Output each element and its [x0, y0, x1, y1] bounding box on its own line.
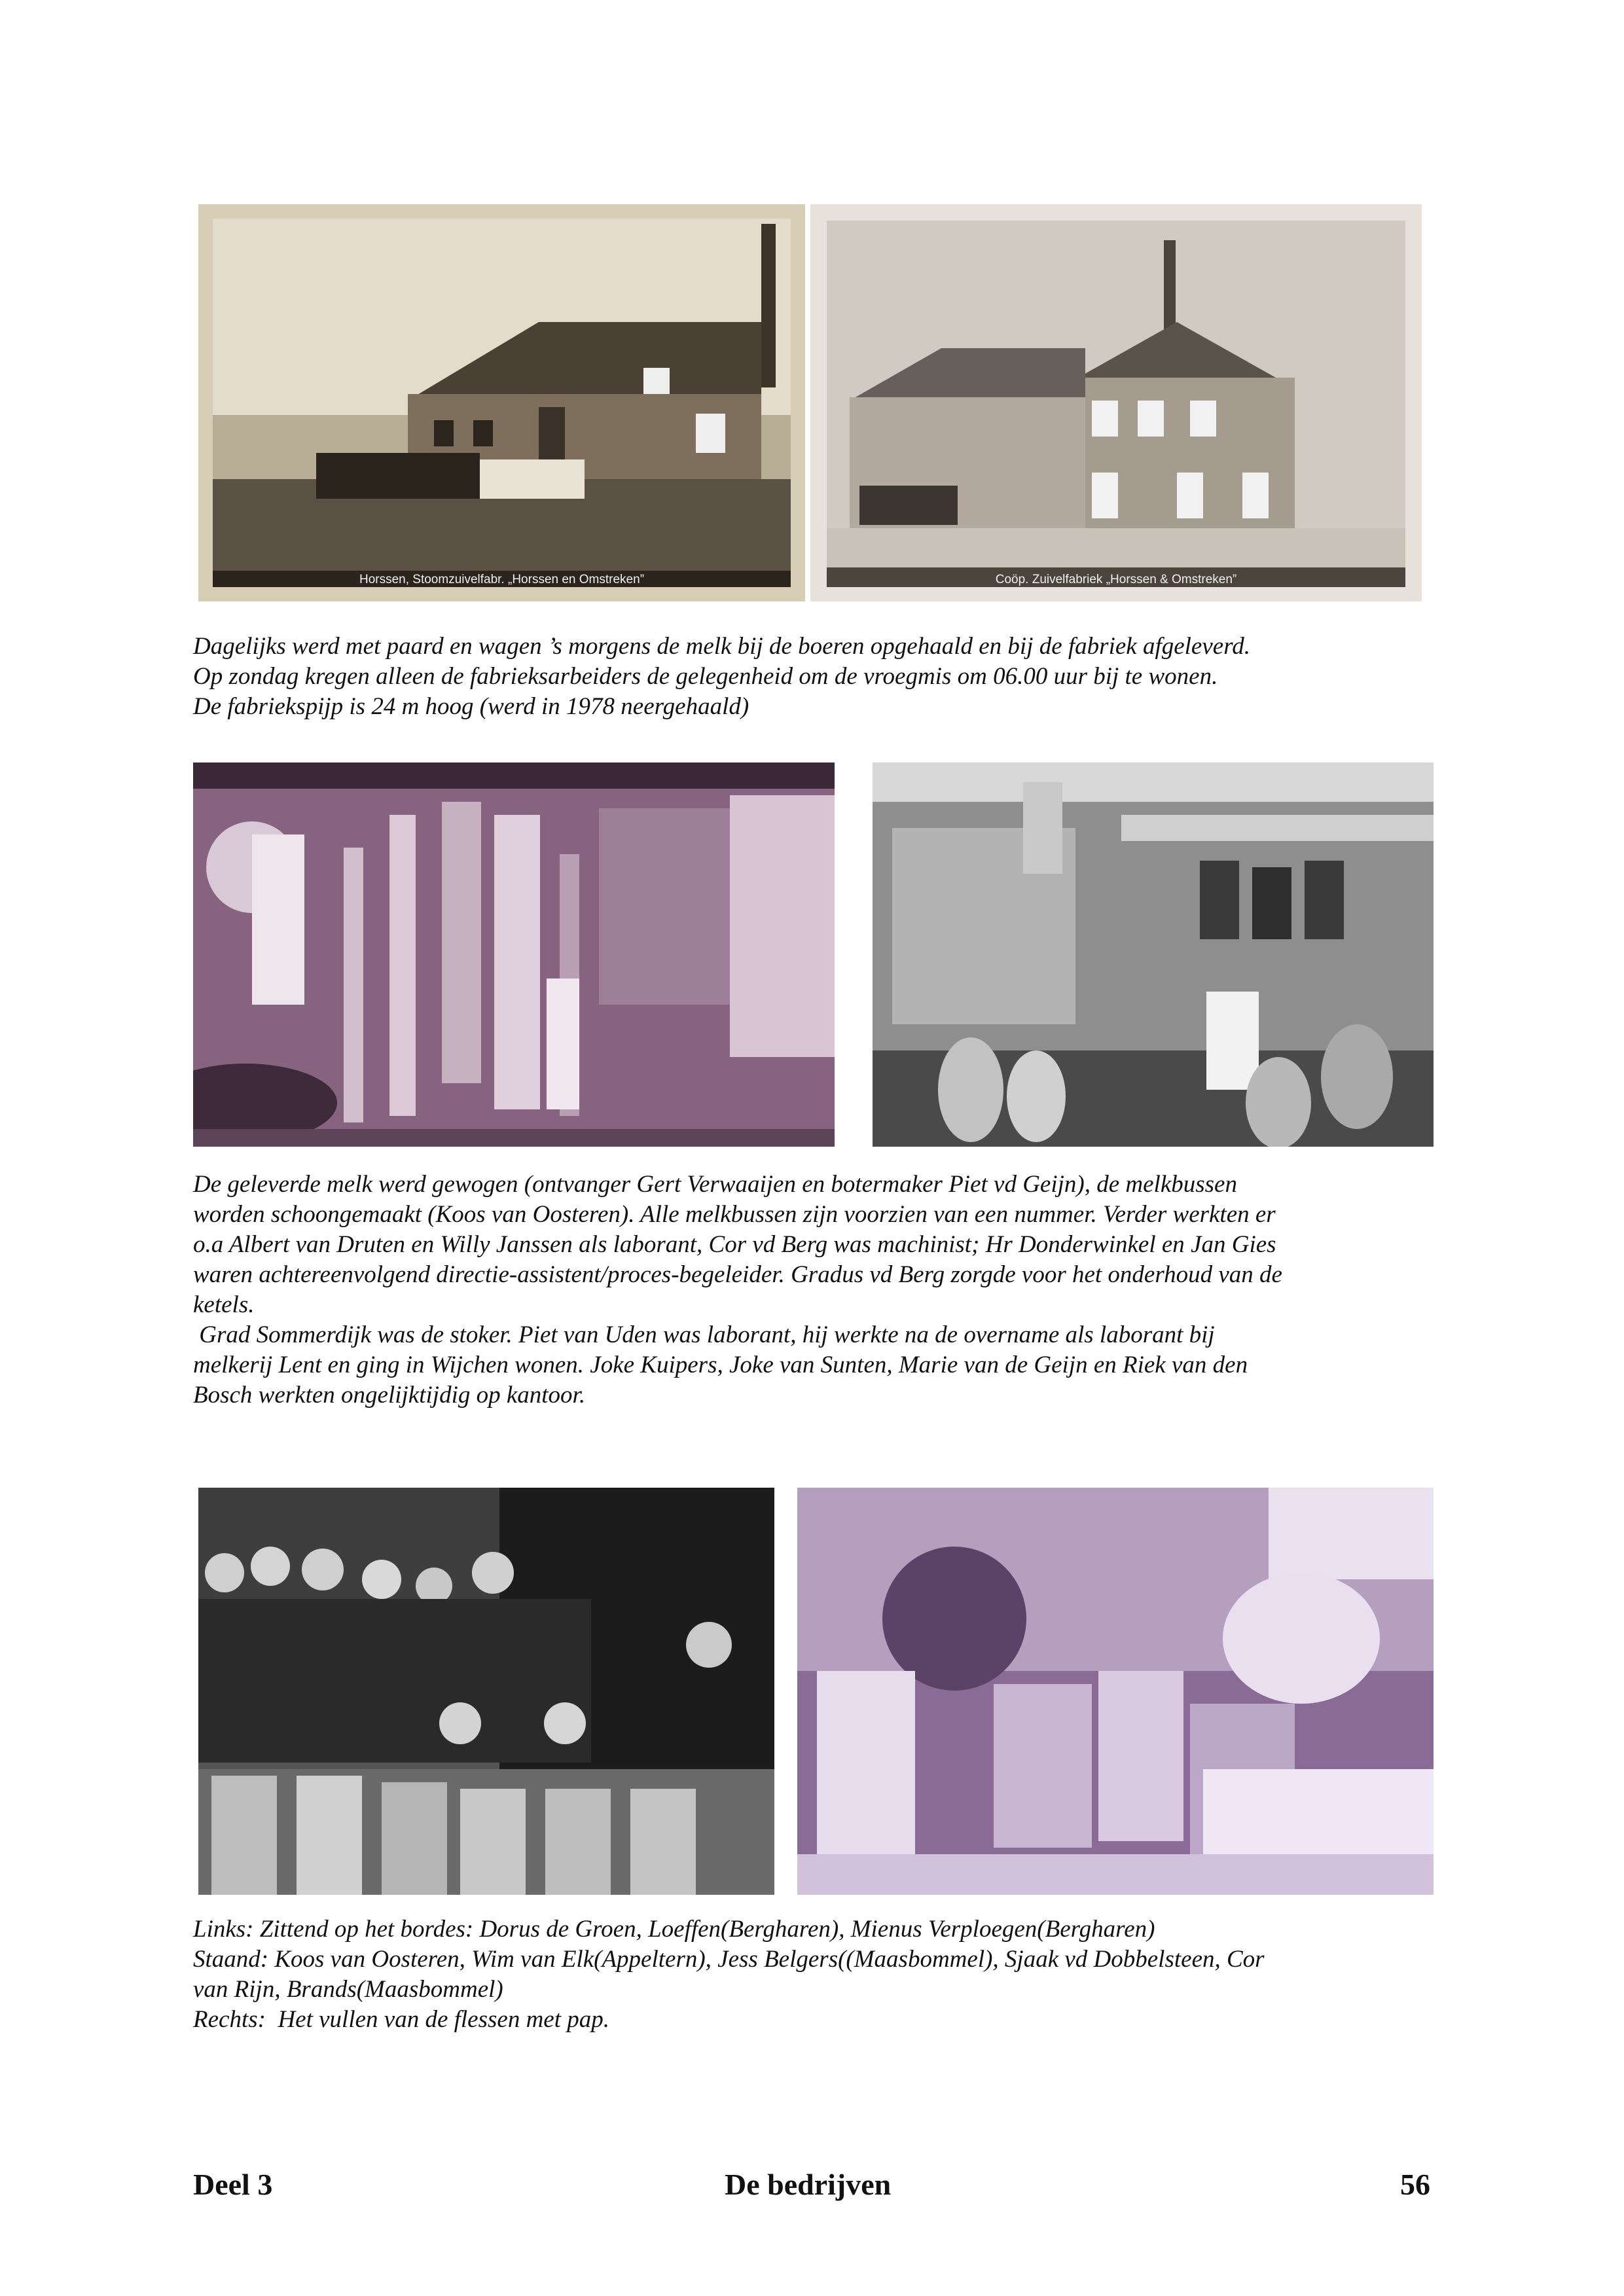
caption-line: worden schoongemaakt (Koos van Oosteren). Alle melkbussen zijn voorzien van een nummer. Verder werkten er [193, 1201, 1276, 1228]
postcard-caption-1: Horssen, Stoomzuivelfabr. „Horssen en Omstreken” [359, 573, 645, 586]
photo-factory-truck [810, 204, 1422, 601]
postcard-caption-2: Coöp. Zuivelfabriek „Horssen & Omstreken” [995, 573, 1237, 586]
photo-workers-group [198, 1488, 774, 1895]
caption-line: o.a Albert van Druten en Willy Janssen als laborant, Cor vd Berg was machinist; Hr Donderwinkel en Jan Gies [193, 1231, 1276, 1258]
caption-line: Links: Zittend op het bordes: Dorus de Groen, Loeffen(Bergharen), Mienus Verploegen(Bergharen) [193, 1916, 1155, 1943]
caption-line: Op zondag kregen alleen de fabrieksarbeiders de gelegenheid om de vroegmis om 06.00 uur bij te wonen. [193, 663, 1218, 690]
footer-section-title: De bedrijven [725, 2168, 892, 2201]
caption-line: Staand: Koos van Oosteren, Wim van Elk(Appeltern), Jess Belgers((Maasbommel), Sjaak vd Dobbelsteen, Cor [193, 1946, 1265, 1973]
photo-weighing-milk [193, 762, 835, 1147]
caption-line: Bosch werkten ongelijktijdig op kantoor. [193, 1382, 586, 1408]
caption-line: Rechts: Het vullen van de flessen met pap. [193, 2006, 609, 2033]
caption-filling-bottles [193, 2005, 1437, 2035]
caption-line: Grad Sommerdijk was de stoker. Piet van Uden was laborant, hij werkte na de overname als laborant bij [193, 1321, 1215, 1348]
caption-line: van Rijn, Brands(Maasbommel) [193, 1976, 503, 2003]
footer-part: Deel 3 [193, 2168, 273, 2201]
caption-milk-collection [193, 632, 1437, 722]
photo-factory-horse-cart [198, 204, 805, 601]
caption-line: De geleverde melk werd gewogen (ontvanger Gert Verwaaijen en botermaker Piet vd Geijn), de melkbussen [193, 1171, 1237, 1198]
caption-line: ketels. [193, 1291, 255, 1318]
caption-line: waren achtereenvolgend directie-assistent/proces-begeleider. Gradus vd Berg zorgde voor het onderhoud van de [193, 1261, 1282, 1288]
caption-factory-staff [193, 1170, 1437, 1410]
caption-line: Dagelijks werd met paard en wagen ’s morgens de melk bij de boeren opgehaald en bij de fabriek afgeleverd. [193, 633, 1250, 660]
photo-filling-bottles [797, 1488, 1434, 1895]
page-number: 56 [1400, 2168, 1430, 2201]
caption-line: De fabriekspijp is 24 m hoog (werd in 1978 neergehaald) [193, 693, 749, 720]
caption-line: melkerij Lent en ging in Wijchen wonen. Joke Kuipers, Joke van Sunten, Marie van de Geijn en Riek van den [193, 1352, 1248, 1378]
photo-cleaning-milk-cans [873, 762, 1434, 1147]
caption-workers-names [193, 1914, 1437, 2005]
